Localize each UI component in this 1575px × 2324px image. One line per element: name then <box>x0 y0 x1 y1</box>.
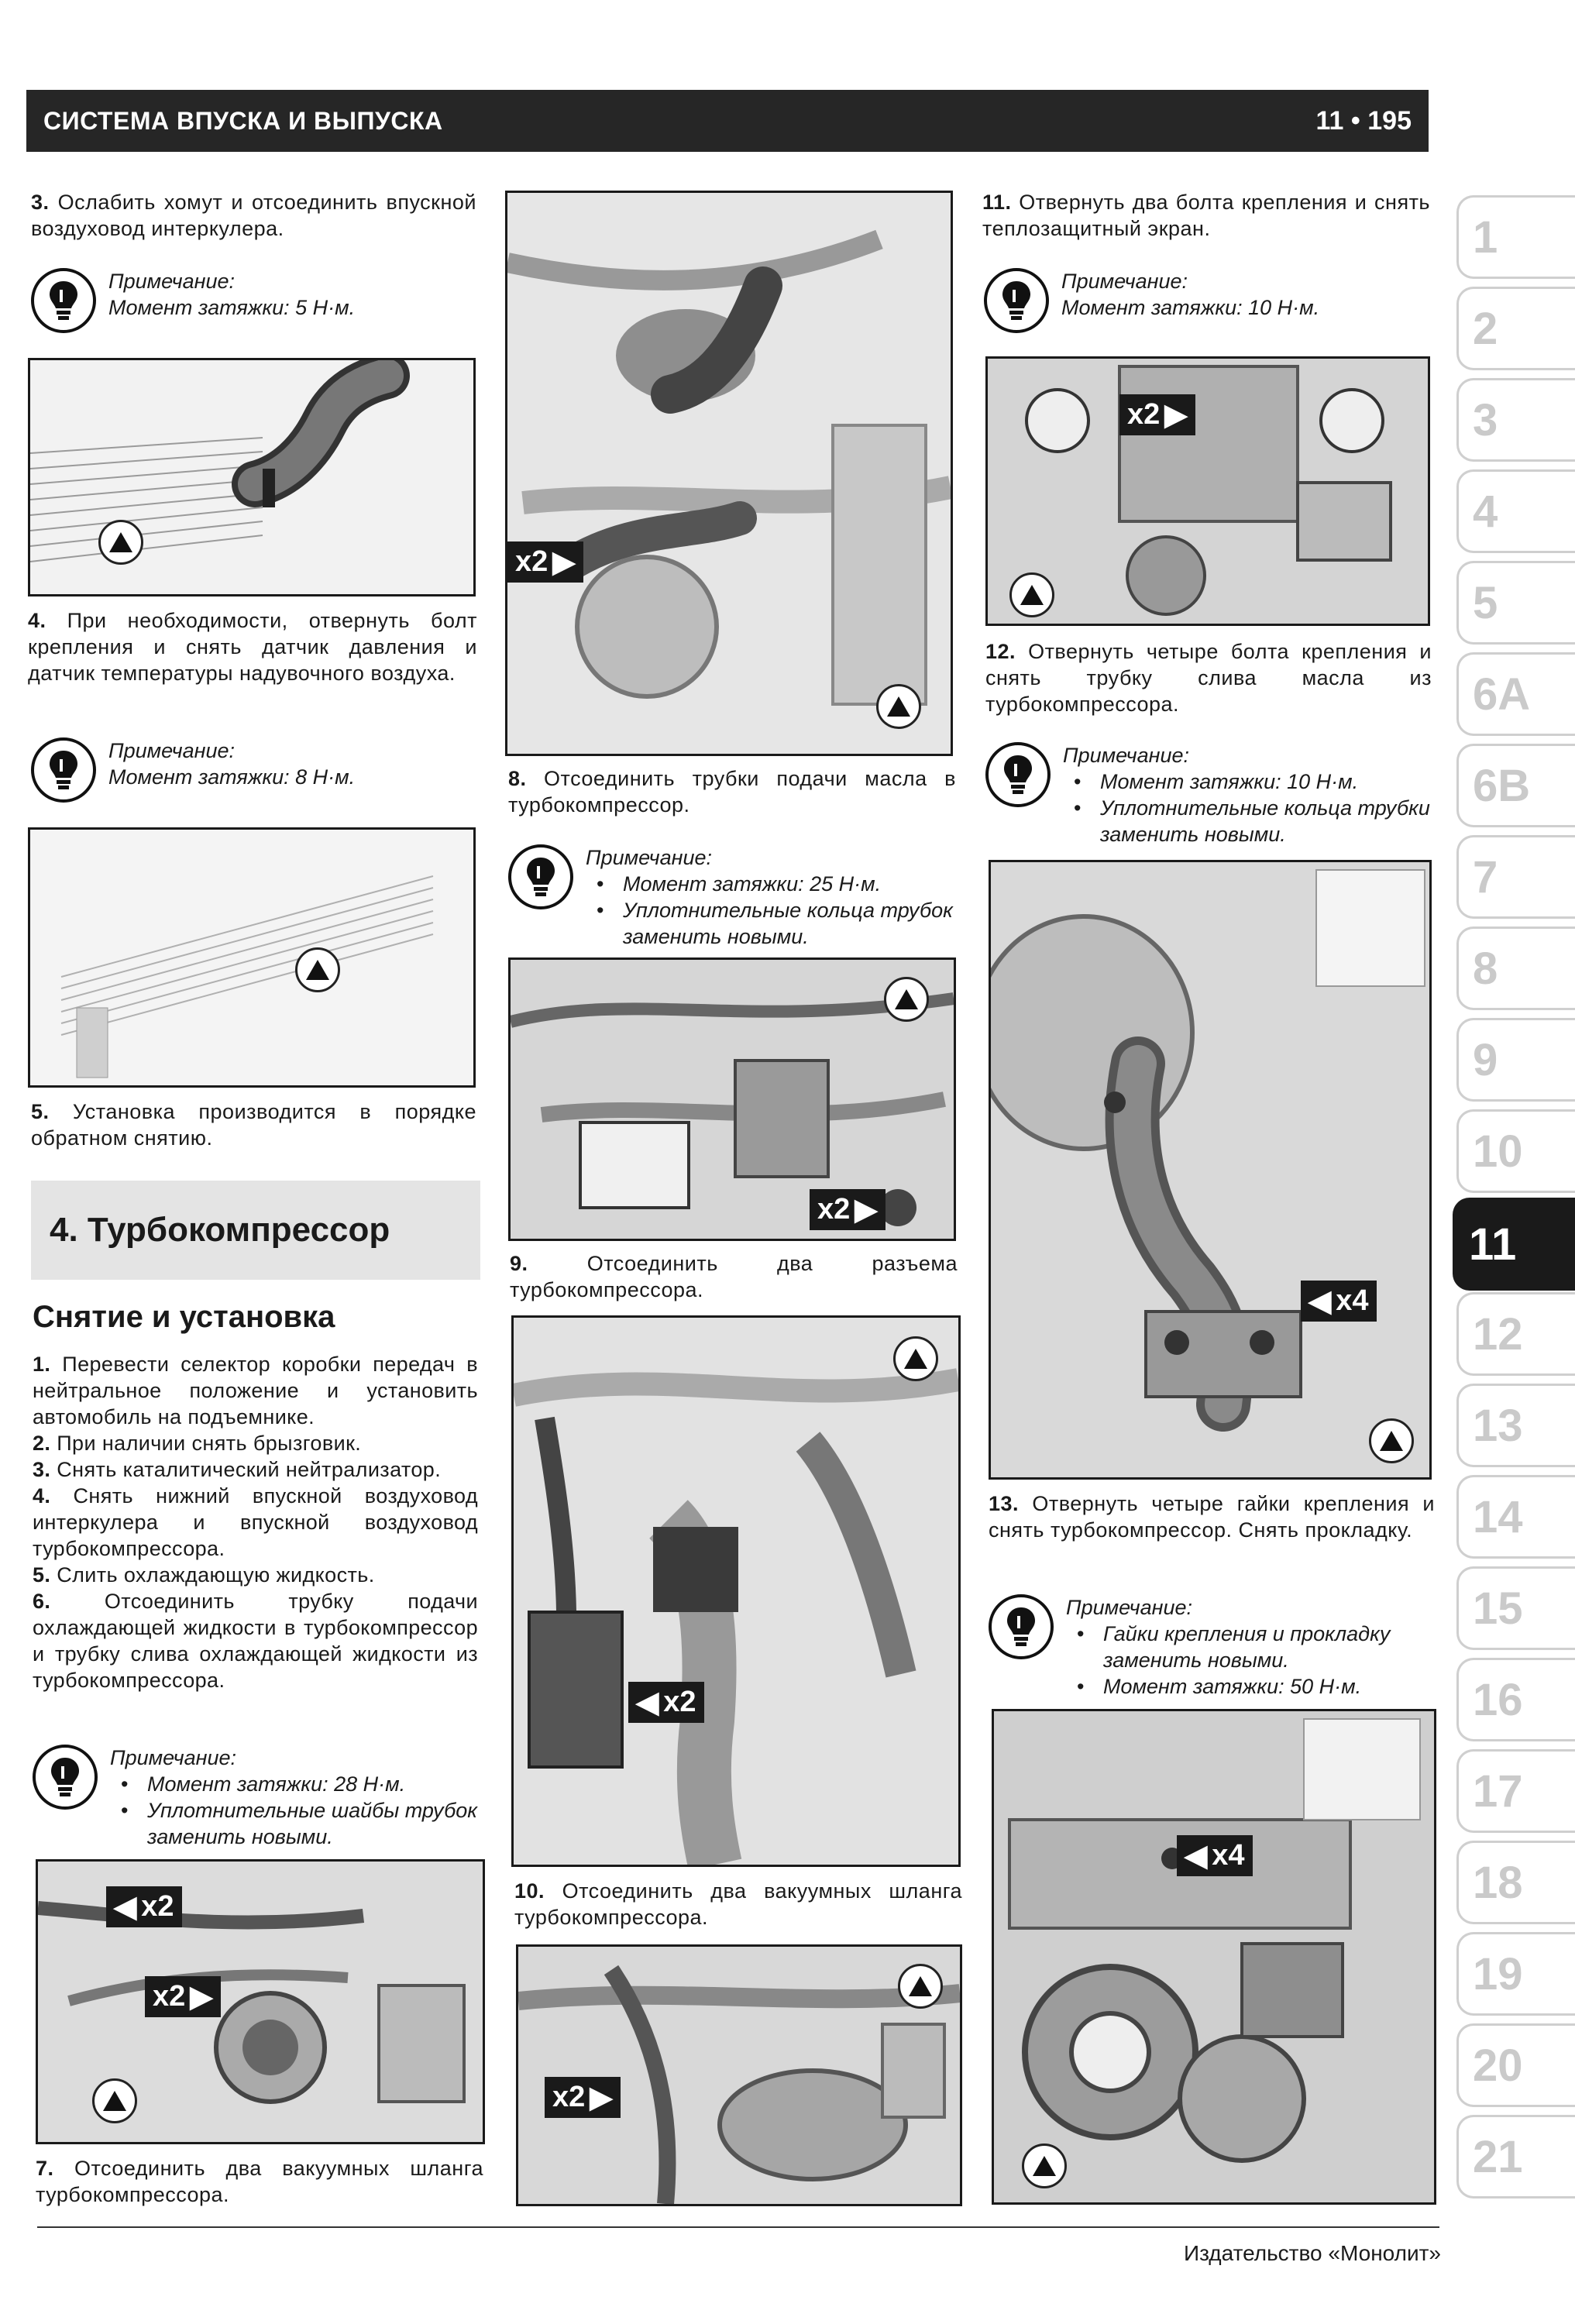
chapter-tab[interactable]: 7 <box>1456 835 1575 919</box>
note-line: • Момент затяжки: 10 Н·м. <box>1063 768 1432 795</box>
photo-intercooler <box>28 827 476 1088</box>
lightbulb-icon <box>31 268 96 333</box>
photo-vacuum-hoses-3 <box>516 1944 962 2206</box>
note-4 <box>31 737 476 803</box>
list-item: 6. Отсоединить трубку подачи охлаждающей жидкости в турбокомпрессор и трубку слива охлаждающей жидкости из турбокомпрессора. <box>33 1590 479 1692</box>
header-page: 11 • 195 <box>1315 105 1412 136</box>
step-12: 12. Отвернуть четыре болта крепления и снять трубку слива масла из турбокомпрессора. <box>985 640 1432 716</box>
note-line: Момент затяжки: 5 Н·м. <box>108 296 356 319</box>
lightbulb-icon <box>508 844 573 909</box>
note-8 <box>508 844 956 950</box>
note-12 <box>985 742 1432 847</box>
lightbulb-icon <box>989 1594 1054 1659</box>
lightbulb-icon <box>985 742 1051 807</box>
chapter-tab[interactable]: 3 <box>1456 378 1575 462</box>
publisher-logo-icon <box>898 1964 943 2009</box>
note-line: • Уплотнительные шайбы трубок заменить новыми. <box>110 1797 478 1850</box>
chapter-tab[interactable]: 8 <box>1456 927 1575 1010</box>
chapter-number: 11 <box>1315 105 1344 136</box>
photo-oil-feed-pipes <box>505 191 953 756</box>
photo-heat-shield <box>985 356 1430 626</box>
publisher-logo-icon <box>876 684 921 729</box>
footer-divider <box>37 2226 1439 2228</box>
step-8: 8. Отсоединить трубки подачи масла в турбокомпрессор. <box>508 767 956 816</box>
chapter-tab[interactable]: 14 <box>1456 1475 1575 1559</box>
chapter-tab[interactable]: 9 <box>1456 1018 1575 1102</box>
list-item: 1. Перевести селектор коробки передач в нейтральное положение и установить автомобиль на подъемнике. <box>33 1353 479 1428</box>
publisher-logo-icon <box>1369 1418 1414 1463</box>
chapter-tab[interactable]: 5 <box>1456 561 1575 645</box>
photo-intercooler-hose <box>28 358 476 596</box>
chapter-tab[interactable]: 18 <box>1456 1841 1575 1924</box>
note-line: • Момент затяжки: 50 Н·м. <box>1066 1673 1435 1700</box>
note-3 <box>31 268 476 333</box>
note-line: Момент затяжки: 10 Н·м. <box>1061 296 1320 319</box>
quantity-badge: x2 ▶ <box>1119 394 1195 435</box>
procedure-list <box>33 1351 478 1693</box>
quantity-badge: x2 ▶ <box>545 2077 621 2118</box>
header-title: СИСТЕМА ВПУСКА И ВЫПУСКА <box>43 106 443 135</box>
chapter-tab[interactable]: 15 <box>1456 1566 1575 1650</box>
step-13: 13. Отвернуть четыре гайки крепления и снять турбокомпрессор. Снять прокладку. <box>989 1492 1435 1542</box>
chapter-tab-active[interactable]: 11 <box>1453 1198 1575 1291</box>
quantity-badge: x2 ▶ <box>145 1976 221 2017</box>
quantity-badge: ◀ x4 <box>1301 1281 1377 1322</box>
step-9: 9. Отсоединить два разъема турбокомпрессора. <box>510 1252 958 1301</box>
note-line: • Гайки крепления и прокладку заменить новыми. <box>1066 1621 1435 1673</box>
chapter-tab[interactable]: 13 <box>1456 1384 1575 1467</box>
step-4: 4. При необходимости, отвернуть болт крепления и снять датчик давления и датчик температуры надувочного воздуха. <box>28 609 477 685</box>
quantity-badge: ◀ x2 <box>106 1886 182 1927</box>
note-line: • Уплотнительные кольца трубки заменить новыми. <box>1063 795 1432 847</box>
chapter-tab[interactable]: 17 <box>1456 1749 1575 1833</box>
step-3: 3. Ослабить хомут и отсоединить впускной воздуховод интеркулера. <box>31 191 476 240</box>
list-item: 5. Слить охлаждающую жидкость. <box>33 1563 375 1587</box>
photo-turbocharger <box>992 1709 1436 2205</box>
subsection-title: Снятие и установка <box>33 1300 335 1334</box>
chapter-tab[interactable]: 6B <box>1456 744 1575 827</box>
note-label: Примечание: <box>1066 1596 1192 1619</box>
note-11 <box>984 268 1432 333</box>
quantity-badge: x2 ▶ <box>810 1189 886 1230</box>
quantity-badge: ◀ x2 <box>628 1682 704 1723</box>
chapter-tab[interactable]: 20 <box>1456 2023 1575 2107</box>
note-6 <box>33 1745 478 1850</box>
page-header <box>26 90 1429 152</box>
step-7: 7. Отсоединить два вакуумных шланга турбокомпрессора. <box>36 2157 483 2206</box>
step-10: 10. Отсоединить два вакуумных шланга турбокомпрессора. <box>514 1879 962 1929</box>
page-number: 195 <box>1367 105 1412 136</box>
publisher-logo-icon <box>98 520 143 565</box>
publisher-logo-icon <box>92 2078 137 2123</box>
photo-oil-drain-pipe <box>989 860 1432 1480</box>
section-title: 4. Турбокомпрессор <box>31 1181 480 1280</box>
note-label: Примечание: <box>110 1746 236 1769</box>
note-line: • Момент затяжки: 28 Н·м. <box>110 1771 478 1797</box>
note-line: • Уплотнительные кольца трубок заменить новыми. <box>586 897 956 950</box>
photo-vacuum-hoses-1 <box>36 1859 485 2144</box>
step-5: 5. Установка производится в порядке обратном снятию. <box>31 1100 476 1150</box>
publisher-logo-icon <box>295 947 340 992</box>
note-label: Примечание: <box>108 739 235 762</box>
chapter-tab[interactable]: 19 <box>1456 1932 1575 2016</box>
chapter-tab[interactable]: 21 <box>1456 2115 1575 2199</box>
lightbulb-icon <box>33 1745 98 1810</box>
publisher-footer: Издательство «Монолит» <box>1183 2241 1441 2265</box>
step-11: 11. Отвернуть два болта крепления и снять теплозащитный экран. <box>982 191 1430 240</box>
chapter-tab[interactable]: 2 <box>1456 287 1575 370</box>
quantity-badge: x2 ▶ <box>507 541 583 583</box>
chapter-tab[interactable]: 6A <box>1456 652 1575 736</box>
note-13 <box>989 1594 1435 1700</box>
list-item: 3. Снять каталитический нейтрализатор. <box>33 1458 442 1481</box>
list-item: 2. При наличии снять брызговик. <box>33 1432 362 1455</box>
publisher-logo-icon <box>1022 2144 1067 2188</box>
lightbulb-icon <box>984 268 1049 333</box>
list-item: 4. Снять нижний впускной воздуховод интеркулера и впускной воздуховод турбокомпрессора. <box>33 1484 479 1560</box>
chapter-tab[interactable]: 4 <box>1456 469 1575 553</box>
quantity-badge: ◀ x4 <box>1177 1835 1253 1876</box>
note-label: Примечание: <box>1063 744 1189 767</box>
publisher-logo-icon <box>893 1336 938 1381</box>
lightbulb-icon <box>31 737 96 803</box>
chapter-tab[interactable]: 16 <box>1456 1658 1575 1741</box>
photo-vacuum-hoses-2 <box>511 1315 961 1867</box>
chapter-tab[interactable]: 10 <box>1456 1109 1575 1193</box>
publisher-logo-icon <box>1009 572 1054 617</box>
chapter-tab[interactable]: 1 <box>1456 195 1575 279</box>
chapter-tab[interactable]: 12 <box>1456 1292 1575 1376</box>
note-line: • Момент затяжки: 25 Н·м. <box>586 871 956 897</box>
note-label: Примечание: <box>1061 270 1188 293</box>
note-label: Примечание: <box>586 846 712 869</box>
note-label: Примечание: <box>108 270 235 293</box>
photo-connectors <box>508 957 956 1241</box>
publisher-logo-icon <box>884 977 929 1022</box>
note-line: Момент затяжки: 8 Н·м. <box>108 765 356 789</box>
